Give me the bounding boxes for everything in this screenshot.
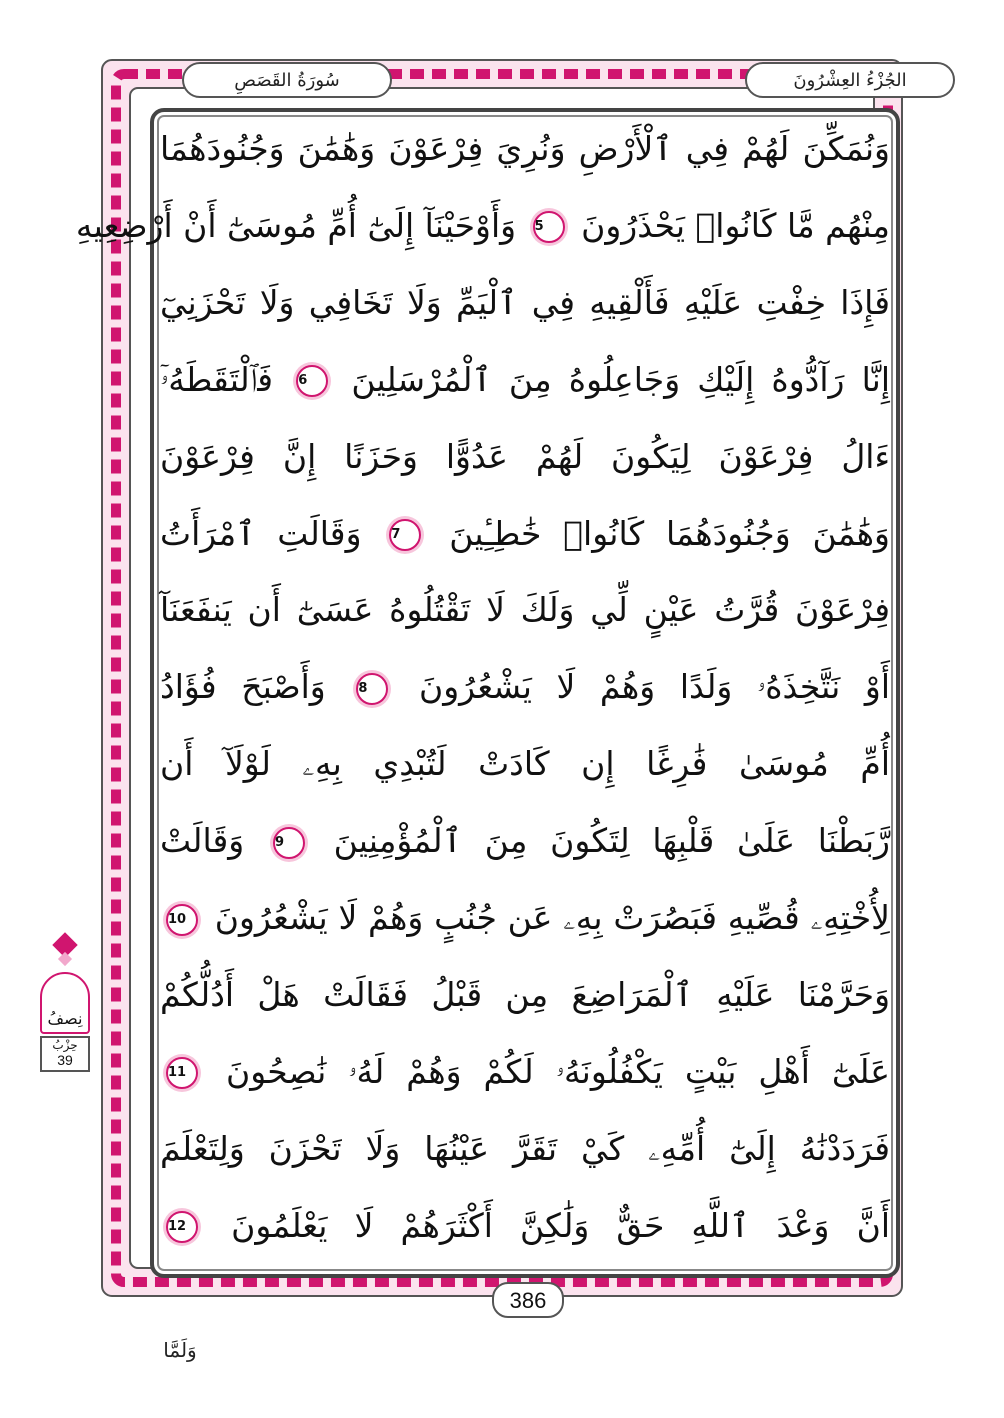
verse-text: فِرْعَوْنَ قُرَّتُ عَيْنٍ لِّي وَلَكَ لَا تَقْتُلُوهُ عَسَىٰٓ أَن يَنفَعَنَآ xyxy=(160,590,890,630)
surah-label: سُورَةُ القَصَصِ xyxy=(182,62,392,98)
verse-text: وَهَٰمَٰنَ وَجُنُودَهُمَا كَانُوا۟ خَٰطِـِٔينَ xyxy=(449,513,890,553)
hizb-bottom-box xyxy=(40,1036,90,1072)
verse-line xyxy=(160,1039,890,1105)
verse-text: فَإِذَا خِفْتِ عَلَيْهِ فَأَلْقِيهِ فِي ٱلْيَمِّ وَلَا تَخَافِي وَلَا تَحْزَنِيٓ xyxy=(160,282,890,322)
verse-line xyxy=(160,1193,890,1259)
verse-text: فَٱلْتَقَطَهُۥٓ xyxy=(160,359,274,399)
verse-line xyxy=(160,116,890,182)
hizb-marker xyxy=(36,936,94,1076)
verse-line xyxy=(160,885,890,951)
verse-text: أَوْ نَتَّخِذَهُۥ وَلَدًا وَهُمْ لَا يَشْعُرُونَ xyxy=(418,667,890,707)
ayah-number-marker: 11 xyxy=(166,1057,198,1089)
verse-line xyxy=(160,501,890,567)
verse-lines xyxy=(75,116,890,1270)
verse-text: ءَالُ فِرْعَوْنَ لِيَكُونَ لَهُمْ عَدُوًّا وَحَزَنًا إِنَّ فِرْعَوْنَ xyxy=(160,436,890,476)
hizb-top-label: نِصفُ xyxy=(40,972,90,1034)
verse-text: عَلَىٰٓ أَهْلِ بَيْتٍ يَكْفُلُونَهُۥ لَكُمْ وَهُمْ لَهُۥ نَٰصِحُونَ xyxy=(225,1051,890,1091)
verse-text: أُمِّ مُوسَىٰ فَٰرِغًا إِن كَادَتْ لَتُبْدِي بِهِۦ لَوْلَآ أَن xyxy=(160,744,890,784)
verse-text: وَقَالَتْ xyxy=(160,821,245,861)
verse-line xyxy=(160,577,890,643)
ayah-number-marker: 12 xyxy=(166,1211,198,1243)
verse-line xyxy=(160,270,890,336)
verse-text: وَأَوْحَيْنَآ إِلَىٰٓ أُمِّ مُوسَىٰٓ أَنْ أَرْضِعِيهِ xyxy=(75,205,517,245)
verse-line xyxy=(160,347,890,413)
verse-text: وَحَرَّمْنَا عَلَيْهِ ٱلْمَرَاضِعَ مِن قَبْلُ فَقَالَتْ هَلْ أَدُلُّكُمْ xyxy=(160,974,890,1014)
verse-line xyxy=(160,424,890,490)
verse-line xyxy=(160,962,890,1028)
ayah-number-marker: 7 xyxy=(389,519,421,551)
verse-text: مِنْهُم مَّا كَانُوا۟ يَحْذَرُونَ xyxy=(581,205,890,245)
ayah-number-marker: 8 xyxy=(356,673,388,705)
verse-text: رَّبَطْنَا عَلَىٰ قَلْبِهَا لِتَكُونَ مِنَ ٱلْمُؤْمِنِينَ xyxy=(333,821,890,861)
hizb-number: 39 xyxy=(57,1052,73,1068)
hizb-bottom-label: حِزْبُ xyxy=(52,1038,78,1052)
verse-text: أَنَّ وَعْدَ ٱللَّهِ حَقٌّ وَلَٰكِنَّ أَكْثَرَهُمْ لَا يَعْلَمُونَ xyxy=(231,1205,890,1245)
verse-text: وَنُمَكِّنَ لَهُمْ فِي ٱلْأَرْضِ وَنُرِيَ فِرْعَوْنَ وَهَٰمَٰنَ وَجُنُودَهُمَا xyxy=(160,129,890,168)
ayah-number-marker: 9 xyxy=(273,827,305,859)
verse-text: فَرَدَدْنَٰهُ إِلَىٰٓ أُمِّهِۦ كَيْ تَقَرَّ عَيْنُهَا وَلَا تَحْزَنَ وَلِتَعْلَمَ xyxy=(160,1128,890,1168)
verse-line xyxy=(160,654,890,720)
verse-text: إِنَّا رَآدُّوهُ إِلَيْكِ وَجَاعِلُوهُ مِنَ ٱلْمُرْسَلِينَ xyxy=(351,359,890,399)
juz-label: الجُزْءُ العِشْرُونَ xyxy=(745,62,955,98)
verse-text: لِأُخْتِهِۦ قُصِّيهِ فَبَصُرَتْ بِهِۦ عَن جُنُبٍ وَهُمْ لَا يَشْعُرُونَ xyxy=(214,898,890,937)
verse-line xyxy=(75,193,890,259)
verse-text: وَقَالَتِ ٱمْرَأَتُ xyxy=(160,513,362,553)
verse-line xyxy=(160,808,890,874)
verse-text: وَأَصْبَحَ فُؤَادُ xyxy=(160,667,326,707)
verse-line xyxy=(160,1116,890,1182)
hizb-diamond-inner-icon xyxy=(58,952,72,966)
ayah-number-marker: 10 xyxy=(166,904,198,936)
ayah-number-marker: 5 xyxy=(533,211,565,243)
ayah-number-marker: 6 xyxy=(296,365,328,397)
page-number: 386 xyxy=(492,1282,564,1318)
catchword: وَلَمَّا xyxy=(163,1338,197,1362)
verse-line xyxy=(160,731,890,797)
